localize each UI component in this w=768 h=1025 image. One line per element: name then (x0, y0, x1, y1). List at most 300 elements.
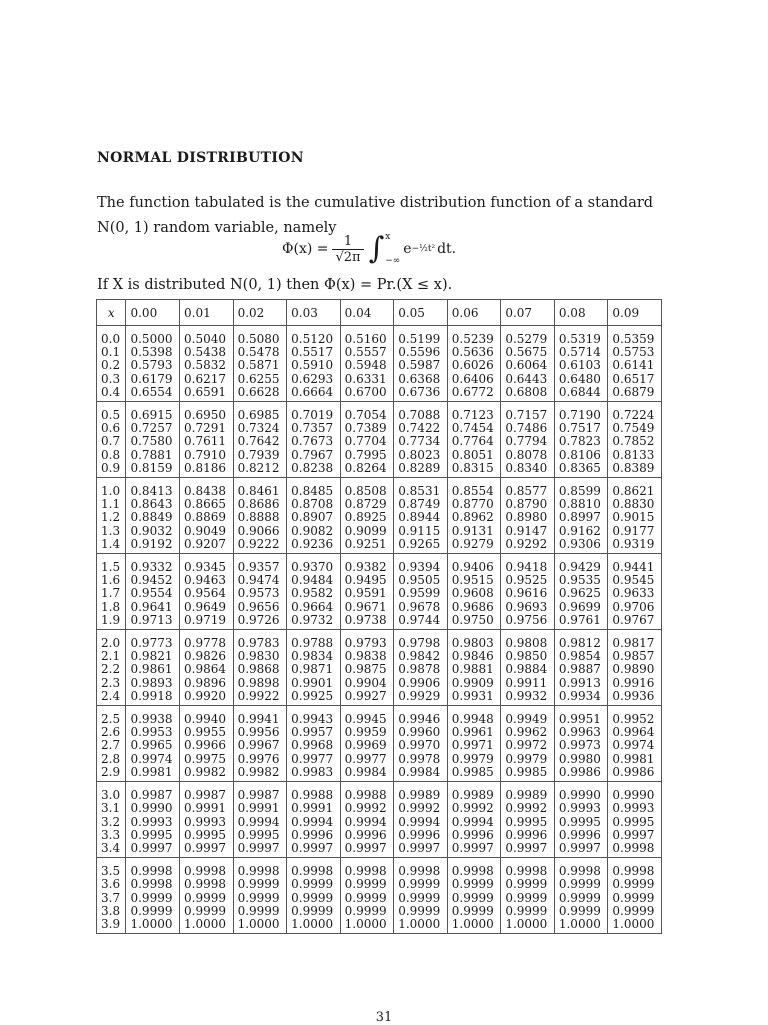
probability-value: 0.9911 (505, 675, 548, 690)
probability-value: 1.0000 (612, 916, 655, 931)
probability-value: 0.9956 (237, 725, 280, 740)
probability-value: 0.9821 (130, 649, 173, 664)
probability-value: 0.9898 (237, 675, 280, 690)
probability-value: 1.0000 (237, 916, 280, 931)
probability-cell (126, 554, 180, 630)
probability-value: 0.7517 (558, 421, 601, 436)
probability-value: 0.5675 (505, 345, 548, 360)
probability-cell (394, 326, 448, 402)
probability-value: 0.9996 (505, 827, 548, 842)
probability-value: 0.8531 (398, 484, 441, 499)
probability-value: 0.8106 (558, 447, 601, 462)
probability-value: 0.9999 (344, 903, 387, 918)
probability-value: 0.8289 (398, 460, 441, 475)
probability-value: 0.9909 (451, 675, 494, 690)
probability-cell (554, 554, 608, 630)
probability-value: 0.9441 (612, 560, 655, 575)
probability-value: 0.9998 (344, 864, 387, 879)
probability-value: 0.6064 (505, 358, 548, 373)
probability-value: 0.9582 (291, 586, 334, 601)
x-value: 0.0 (101, 332, 121, 346)
x-values-cell (97, 326, 126, 402)
probability-value: 0.5557 (344, 345, 387, 360)
probability-value: 0.9931 (451, 688, 494, 703)
probability-value: 0.5199 (398, 332, 441, 346)
probability-value: 0.9993 (184, 814, 227, 829)
column-header: 0.04 (340, 300, 394, 326)
probability-value: 0.9207 (184, 536, 227, 551)
probability-value: 0.9826 (184, 649, 227, 664)
probability-cell (180, 326, 234, 402)
probability-value: 0.9951 (558, 712, 601, 727)
probability-value: 0.9996 (291, 827, 334, 842)
probability-cell (287, 630, 341, 706)
probability-value: 0.9980 (558, 751, 601, 766)
probability-value: 0.6368 (398, 371, 441, 386)
x-value: 2.0 (101, 636, 121, 651)
probability-value: 0.9976 (237, 751, 280, 766)
probability-value: 0.8508 (344, 484, 387, 499)
probability-value: 0.5279 (505, 332, 548, 346)
probability-value: 0.6664 (291, 384, 334, 399)
probability-value: 0.6480 (558, 371, 601, 386)
column-header: 0.05 (394, 300, 448, 326)
column-header: 0.01 (180, 300, 234, 326)
probability-value: 0.6517 (612, 371, 655, 386)
probability-value: 0.9999 (237, 890, 280, 905)
probability-value: 0.9987 (130, 788, 173, 803)
probability-value: 0.9767 (612, 612, 655, 627)
probability-value: 0.9997 (130, 840, 173, 855)
probability-value: 0.7422 (398, 421, 441, 436)
probability-value: 0.8729 (344, 497, 387, 512)
x-value: 1.1 (101, 497, 121, 512)
probability-value: 0.9987 (184, 788, 227, 803)
probability-value: 0.9633 (612, 586, 655, 601)
probability-value: 0.9994 (291, 814, 334, 829)
probability-value: 0.8413 (130, 484, 173, 499)
probability-value: 0.8315 (451, 460, 494, 475)
probability-value: 0.6808 (505, 384, 548, 399)
probability-value: 0.9997 (505, 840, 548, 855)
probability-value: 0.7611 (184, 434, 227, 449)
probability-cell (447, 478, 501, 554)
probability-cell (501, 630, 555, 706)
probability-value: 0.9904 (344, 675, 387, 690)
probability-value: 0.8078 (505, 447, 548, 462)
probability-value: 0.8577 (505, 484, 548, 499)
probability-cell (501, 858, 555, 934)
probability-value: 0.6293 (291, 371, 334, 386)
probability-value: 0.8962 (451, 510, 494, 525)
probability-value: 0.9564 (184, 586, 227, 601)
probability-value: 0.9131 (451, 523, 494, 538)
probability-value: 1.0000 (451, 916, 494, 931)
table-row-block (97, 326, 662, 402)
column-header: 0.09 (608, 300, 662, 326)
probability-value: 0.9495 (344, 573, 387, 588)
probability-value: 0.9901 (291, 675, 334, 690)
probability-value: 0.9995 (505, 814, 548, 829)
probability-value: 0.9719 (184, 612, 227, 627)
probability-value: 0.8849 (130, 510, 173, 525)
probability-value: 0.9936 (612, 688, 655, 703)
probability-value: 0.9922 (237, 688, 280, 703)
probability-value: 0.9177 (612, 523, 655, 538)
probability-cell (394, 478, 448, 554)
probability-value: 0.9997 (451, 840, 494, 855)
probability-value: 0.7257 (130, 421, 173, 436)
x-value: 3.8 (101, 903, 121, 918)
x-value: 3.9 (101, 916, 121, 931)
probability-value: 0.9990 (558, 788, 601, 803)
probability-value: 0.5359 (612, 332, 655, 346)
probability-value: 0.9985 (451, 764, 494, 779)
column-header: 0.02 (233, 300, 287, 326)
integrand-exponent: −½t² (411, 244, 436, 254)
probability-value: 1.0000 (398, 916, 441, 931)
probability-value: 0.9871 (291, 662, 334, 677)
probability-value: 0.8485 (291, 484, 334, 499)
probability-value: 0.9306 (558, 536, 601, 551)
probability-value: 0.9932 (505, 688, 548, 703)
probability-value: 0.5080 (237, 332, 280, 346)
probability-value: 1.0000 (291, 916, 334, 931)
probability-value: 0.7823 (558, 434, 601, 449)
probability-value: 0.7642 (237, 434, 280, 449)
probability-cell (340, 326, 394, 402)
probability-value: 0.5832 (184, 358, 227, 373)
probability-value: 0.9744 (398, 612, 441, 627)
probability-value: 0.9998 (130, 864, 173, 879)
x-value: 0.3 (101, 371, 121, 386)
probability-value: 0.7389 (344, 421, 387, 436)
probability-value: 0.6628 (237, 384, 280, 399)
probability-value: 0.9319 (612, 536, 655, 551)
probability-cell (340, 478, 394, 554)
probability-value: 0.7939 (237, 447, 280, 462)
probability-cell (447, 630, 501, 706)
probability-value: 0.6026 (451, 358, 494, 373)
probability-cell (394, 402, 448, 478)
probability-value: 0.9545 (612, 573, 655, 588)
probability-value: 0.9970 (398, 738, 441, 753)
probability-value: 0.5398 (130, 345, 173, 360)
probability-value: 0.9997 (612, 827, 655, 842)
probability-value: 0.9015 (612, 510, 655, 525)
probability-value: 0.8023 (398, 447, 441, 462)
x-value: 0.9 (101, 460, 121, 475)
probability-value: 0.5596 (398, 345, 441, 360)
probability-cell (554, 858, 608, 934)
x-value: 3.6 (101, 877, 121, 892)
probability-value: 0.6844 (558, 384, 601, 399)
x-value: 2.1 (101, 649, 121, 664)
probability-value: 0.9406 (451, 560, 494, 575)
probability-value: 0.9997 (237, 840, 280, 855)
probability-value: 0.9998 (398, 864, 441, 879)
probability-value: 0.9927 (344, 688, 387, 703)
probability-value: 0.9959 (344, 725, 387, 740)
probability-cell (340, 402, 394, 478)
probability-value: 0.7486 (505, 421, 548, 436)
section-heading: NORMAL DISTRIBUTION (97, 150, 304, 166)
probability-value: 0.9990 (612, 788, 655, 803)
probability-value: 0.9999 (184, 903, 227, 918)
probability-value: 0.9394 (398, 560, 441, 575)
probability-value: 0.9960 (398, 725, 441, 740)
probability-value: 0.8340 (505, 460, 548, 475)
probability-value: 0.9997 (184, 840, 227, 855)
probability-value: 0.9949 (505, 712, 548, 727)
probability-value: 0.7995 (344, 447, 387, 462)
probability-value: 0.9505 (398, 573, 441, 588)
probability-cell (287, 706, 341, 782)
probability-value: 0.9993 (558, 801, 601, 816)
probability-value: 0.9946 (398, 712, 441, 727)
x-value: 2.2 (101, 662, 121, 677)
table-header-row (97, 300, 662, 326)
probability-value: 0.9429 (558, 560, 601, 575)
probability-value: 0.9982 (184, 764, 227, 779)
x-value: 1.7 (101, 586, 121, 601)
x-value: 1.0 (101, 484, 121, 499)
probability-cell (608, 326, 662, 402)
probability-value: 0.8770 (451, 497, 494, 512)
probability-value: 0.9265 (398, 536, 441, 551)
probability-value: 0.9920 (184, 688, 227, 703)
probability-value: 0.9998 (612, 864, 655, 879)
probability-value: 0.8749 (398, 497, 441, 512)
probability-cell (608, 554, 662, 630)
probability-value: 0.5239 (451, 332, 494, 346)
probability-value: 0.9977 (344, 751, 387, 766)
probability-cell (180, 858, 234, 934)
x-value: 2.4 (101, 688, 121, 703)
formula-fraction (332, 234, 363, 265)
probability-value: 0.9713 (130, 612, 173, 627)
probability-value: 0.7967 (291, 447, 334, 462)
probability-value: 0.9964 (612, 725, 655, 740)
probability-value: 0.9929 (398, 688, 441, 703)
probability-value: 0.9994 (398, 814, 441, 829)
probability-value: 0.9996 (451, 827, 494, 842)
probability-value: 0.9999 (451, 877, 494, 892)
probability-value: 0.9726 (237, 612, 280, 627)
probability-cell (340, 858, 394, 934)
probability-value: 0.9706 (612, 599, 655, 614)
probability-cell (554, 630, 608, 706)
probability-value: 0.9693 (505, 599, 548, 614)
probability-value: 0.9850 (505, 649, 548, 664)
probability-value: 0.9474 (237, 573, 280, 588)
probability-value: 0.9999 (344, 890, 387, 905)
x-value: 1.4 (101, 536, 121, 551)
probability-cell (287, 782, 341, 858)
probability-value: 0.9979 (505, 751, 548, 766)
probability-value: 0.9554 (130, 586, 173, 601)
probability-value: 0.6950 (184, 408, 227, 423)
probability-value: 0.7454 (451, 421, 494, 436)
probability-value: 0.7123 (451, 408, 494, 423)
probability-value: 0.9962 (505, 725, 548, 740)
probability-value: 0.9868 (237, 662, 280, 677)
probability-value: 0.9878 (398, 662, 441, 677)
probability-cell (126, 706, 180, 782)
probability-value: 0.6217 (184, 371, 227, 386)
probability-value: 0.9761 (558, 612, 601, 627)
probability-value: 0.9686 (451, 599, 494, 614)
probability-value: 0.9981 (130, 764, 173, 779)
probability-value: 0.9783 (237, 636, 280, 651)
x-value: 3.5 (101, 864, 121, 879)
probability-value: 0.9941 (237, 712, 280, 727)
x-value: 2.6 (101, 725, 121, 740)
probability-value: 0.9995 (558, 814, 601, 829)
probability-value: 0.9484 (291, 573, 334, 588)
probability-value: 0.9332 (130, 560, 173, 575)
probability-value: 0.9817 (612, 636, 655, 651)
x-values-cell (97, 478, 126, 554)
probability-cell (233, 478, 287, 554)
probability-value: 0.9573 (237, 586, 280, 601)
table-row-block (97, 402, 662, 478)
probability-cell (447, 706, 501, 782)
probability-cell (340, 554, 394, 630)
probability-value: 0.6179 (130, 371, 173, 386)
x-values-cell (97, 630, 126, 706)
probability-cell (180, 782, 234, 858)
probability-cell (180, 402, 234, 478)
probability-value: 0.8599 (558, 484, 601, 499)
probability-value: 0.8264 (344, 460, 387, 475)
probability-value: 0.8554 (451, 484, 494, 499)
probability-value: 0.6985 (237, 408, 280, 423)
probability-cell (233, 706, 287, 782)
probability-value: 0.6736 (398, 384, 441, 399)
probability-value: 0.9999 (612, 903, 655, 918)
probability-cell (501, 554, 555, 630)
x-values-cell (97, 554, 126, 630)
x-value: 1.6 (101, 573, 121, 588)
x-value: 1.9 (101, 612, 121, 627)
column-header: 0.07 (501, 300, 555, 326)
probability-value: 0.9834 (291, 649, 334, 664)
table-row-block (97, 858, 662, 934)
probability-value: 0.9974 (612, 738, 655, 753)
probability-value: 0.5636 (451, 345, 494, 360)
probability-value: 0.9916 (612, 675, 655, 690)
probability-cell (554, 782, 608, 858)
probability-value: 0.7224 (612, 408, 655, 423)
probability-value: 0.9996 (398, 827, 441, 842)
probability-value: 0.9808 (505, 636, 548, 651)
probability-value: 0.9812 (558, 636, 601, 651)
probability-value: 0.6406 (451, 371, 494, 386)
probability-cell (554, 402, 608, 478)
probability-value: 0.9838 (344, 649, 387, 664)
probability-value: 0.9599 (398, 586, 441, 601)
x-value: 0.8 (101, 447, 121, 462)
probability-value: 0.8980 (505, 510, 548, 525)
probability-value: 0.9988 (344, 788, 387, 803)
probability-value: 0.9999 (451, 903, 494, 918)
probability-value: 0.9625 (558, 586, 601, 601)
probability-value: 0.9966 (184, 738, 227, 753)
x-value: 0.6 (101, 421, 121, 436)
x-value: 3.3 (101, 827, 121, 842)
probability-cell (554, 478, 608, 554)
probability-value: 0.9418 (505, 560, 548, 575)
probability-value: 0.8438 (184, 484, 227, 499)
probability-value: 0.7852 (612, 434, 655, 449)
probability-value: 0.9953 (130, 725, 173, 740)
probability-value: 0.9998 (237, 864, 280, 879)
probability-value: 0.9934 (558, 688, 601, 703)
probability-value: 0.9649 (184, 599, 227, 614)
probability-value: 0.8686 (237, 497, 280, 512)
probability-value: 0.9997 (398, 840, 441, 855)
upper-limit: x (385, 232, 391, 242)
probability-value: 0.9948 (451, 712, 494, 727)
x-value: 2.5 (101, 712, 121, 727)
probability-value: 0.9999 (291, 890, 334, 905)
x-value: 0.5 (101, 408, 121, 423)
probability-value: 0.9991 (291, 801, 334, 816)
probability-value: 0.9345 (184, 560, 227, 575)
probability-value: 0.9975 (184, 751, 227, 766)
probability-value: 1.0000 (184, 916, 227, 931)
probability-value: 0.9955 (184, 725, 227, 740)
probability-value: 0.9999 (344, 877, 387, 892)
probability-cell (608, 858, 662, 934)
cdf-formula (282, 232, 456, 266)
probability-value: 0.7549 (612, 421, 655, 436)
probability-value: 0.5040 (184, 332, 227, 346)
probability-value: 0.9972 (505, 738, 548, 753)
probability-value: 0.9981 (612, 751, 655, 766)
probability-value: 0.5910 (291, 358, 334, 373)
probability-value: 0.9890 (612, 662, 655, 677)
probability-value: 0.8869 (184, 510, 227, 525)
probability-value: 0.7324 (237, 421, 280, 436)
probability-value: 0.8925 (344, 510, 387, 525)
probability-value: 0.9994 (237, 814, 280, 829)
x-value: 0.1 (101, 345, 121, 360)
probability-value: 0.9996 (344, 827, 387, 842)
probability-value: 0.9854 (558, 649, 601, 664)
probability-cell (126, 630, 180, 706)
x-column-header: x (97, 300, 126, 326)
probability-cell (180, 630, 234, 706)
probability-value: 0.9998 (184, 877, 227, 892)
probability-value: 0.7580 (130, 434, 173, 449)
probability-value: 0.9986 (612, 764, 655, 779)
probability-value: 0.8810 (558, 497, 601, 512)
probability-value: 0.9846 (451, 649, 494, 664)
probability-value: 0.9699 (558, 599, 601, 614)
probability-value: 0.8907 (291, 510, 334, 525)
probability-value: 0.9993 (130, 814, 173, 829)
probability-cell (126, 326, 180, 402)
probability-value: 0.9382 (344, 560, 387, 575)
probability-value: 0.9986 (558, 764, 601, 779)
probability-value: 0.5793 (130, 358, 173, 373)
probability-value: 0.9292 (505, 536, 548, 551)
probability-value: 0.6443 (505, 371, 548, 386)
probability-value: 0.9798 (398, 636, 441, 651)
probability-value: 0.9998 (505, 864, 548, 879)
